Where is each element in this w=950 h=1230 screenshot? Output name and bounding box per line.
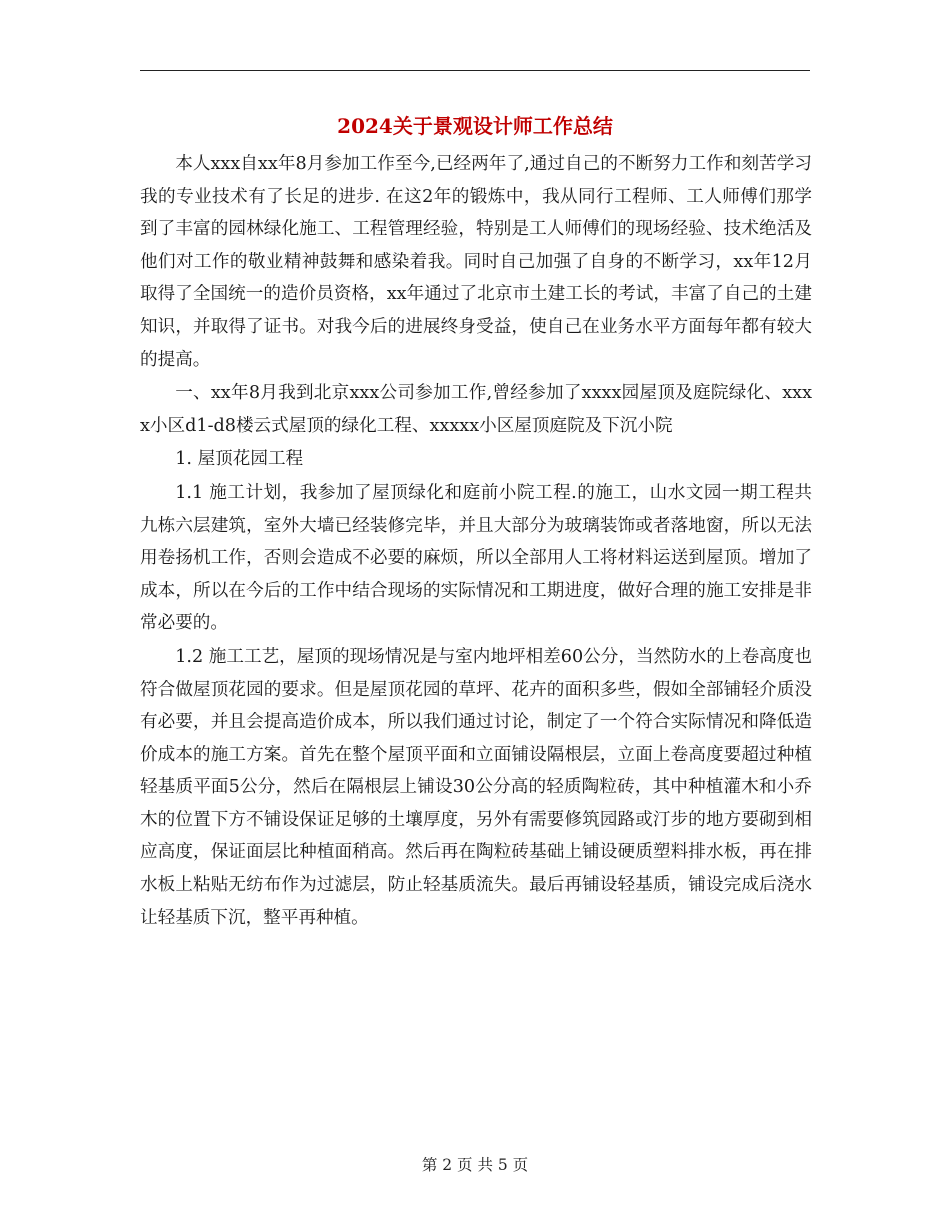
paragraph-construction-process: 1.2 施工工艺，屋顶的现场情况是与室内地坪相差60公分，当然防水的上卷高度也符合做屋顶花园的要求。但是屋顶花园的草坪、花卉的面积多些，假如全部铺轻介质没有必要，并且会提高造价成本，所以我们通过讨论，制定了一个符合实际情况和降低造价成本的施工方案。首先在整个屋顶平面和立面铺设隔根层，立面上卷高度要超过种植轻基质平面5公分，然后在隔根层上铺设30公分高的轻质陶粒砖，其中种植灌木和小乔木的位置下方不铺设保证足够的土壤厚度，另外有需要修筑园路或汀步的地方要砌到相应高度，保证面层比种植面稍高。然后再在陶粒砖基础上铺设硬质塑料排水板，再在排水板上粘贴无纺布作为过滤层，防止轻基质流失。最后再铺设轻基质，铺设完成后浇水让轻基质下沉，整平再种植。 xyxy=(140,646,812,928)
page-number-footer: 第 2 页 共 5 页 xyxy=(421,1156,529,1174)
document-body xyxy=(140,148,812,935)
document-title: 2024关于景观设计师工作总结 xyxy=(337,114,613,138)
paragraph-intro: 本人xxx自xx年8月参加工作至今,已经两年了,通过自己的不断努力工作和刻苦学习我的专业技术有了长足的进步. 在这2年的锻炼中，我从同行工程师、工人师傅们那学到了丰富的园林绿化施工、工程管理经验，特别是工人师傅们的现场经验、技术绝活及他们对工作的敬业精神鼓舞和感染着我。同时自己加强了自身的不断学习，xx年12月取得了全国统一的造价员资格，xx年通过了北京市土建工长的考试，丰富了自己的土建知识，并取得了证书。对我今后的进展终身受益，使自己在业务水平方面每年都有较大的提高。 xyxy=(140,154,812,370)
header-rule xyxy=(140,70,810,71)
paragraph-heading-roof-garden: 1. 屋顶花园工程 xyxy=(175,449,304,470)
paragraph-construction-plan: 1.1 施工计划，我参加了屋顶绿化和庭前小院工程.的施工，山水文园一期工程共九栋六层建筑，室外大墙已经装修完毕，并且大部分为玻璃装饰或者落地窗，所以无法用卷扬机工作，否则会造成不必要的麻烦，所以全部用人工将材料运送到屋顶。增加了成本，所以在今后的工作中结合现场的实际情况和工期进度，做好合理的施工安排是非常必要的。 xyxy=(140,482,812,634)
paragraph-section-one: 一、xx年8月我到北京xxx公司参加工作,曾经参加了xxxx园屋顶及庭院绿化、xxxx小区d1-d8楼云式屋顶的绿化工程、xxxxx小区屋顶庭院及下沉小院 xyxy=(140,383,812,436)
